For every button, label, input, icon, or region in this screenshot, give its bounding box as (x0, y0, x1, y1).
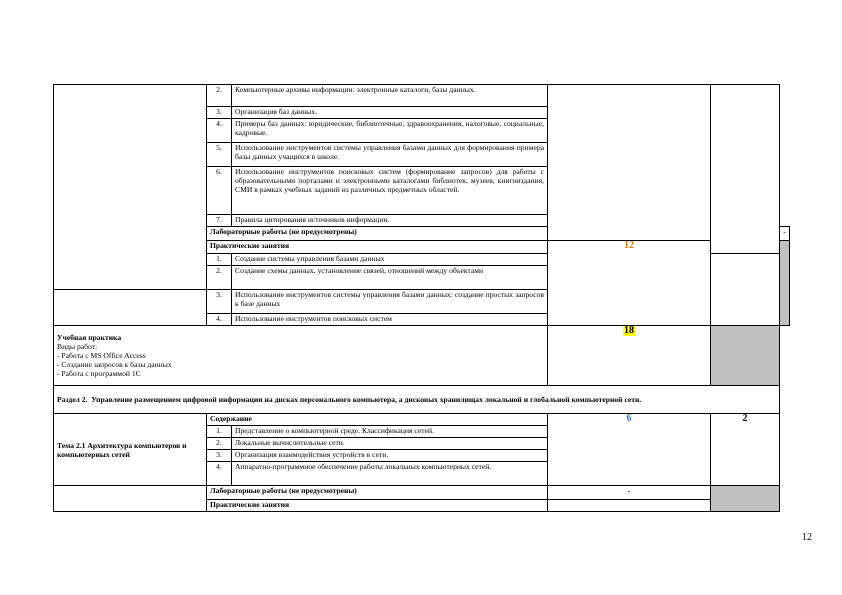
row-number: 1. (207, 254, 232, 266)
topic-cell-empty (54, 85, 207, 290)
page-number: 12 (802, 532, 812, 543)
level-cell-gray (711, 326, 780, 386)
practice-label: Практические занятия (207, 241, 548, 254)
section-heading (54, 386, 780, 414)
topic-level: 2 (742, 413, 748, 424)
row-text: Создание схемы данных, установление связей, отношений между объектами (232, 266, 548, 290)
training-hours-cell (548, 326, 711, 386)
training-line: - Работа с MS Office Access (57, 351, 146, 360)
row-text: Организация баз данных. (232, 107, 548, 119)
topic-cell-empty (54, 486, 207, 512)
practice-label: Практические занятия (207, 500, 548, 512)
course-plan-table (53, 84, 790, 512)
spacer-cell (54, 314, 207, 326)
training-title: Учебная практика (57, 333, 122, 342)
row-number: 4. (207, 119, 232, 143)
row-number: 5. (207, 143, 232, 167)
row-number: 7. (207, 215, 232, 227)
row-number: 2. (207, 266, 232, 290)
row-number: 4. (207, 462, 232, 486)
practice-hours-cell (548, 500, 711, 512)
table-row (54, 386, 790, 414)
training-line: - Создание запросов к базы данных (57, 360, 172, 369)
row-text: Примеры баз данных: юридические, библиотечные, здравоохранения, налоговые, социальные, кадровые. (232, 119, 548, 143)
lab-label: Лабораторные работы (не предусмотрены) (207, 486, 548, 500)
row-text: Представление о компьютерной среде. Классификация сетей. (232, 426, 548, 438)
row-number: 2. (207, 438, 232, 450)
section-number: Раздел 2. (57, 395, 88, 404)
row-text: Локальные вычислительные сети. (232, 438, 548, 450)
row-text: Создание системы управления базами данных (232, 254, 548, 266)
training-cell (54, 326, 548, 386)
row-text: Организация взаимодействия устройств в сети. (232, 450, 548, 462)
level-cell-gray (711, 486, 780, 512)
level-cell-gray (780, 241, 790, 326)
topic-hours-cell (548, 414, 711, 486)
section-title: Управление размещением цифровой информации на дисках персонального компьютера, а дисковых хранилищах локальной и глобальной компьютерной сети. (91, 395, 642, 404)
training-hours: 18 (624, 325, 634, 336)
row-text: Использование инструментов системы управления базами данных для формирования примера базы данных учащихся в школе. (232, 143, 548, 167)
practice-hours: 12 (624, 240, 634, 251)
row-number: 3. (207, 290, 232, 314)
lab-hours: - (780, 227, 790, 241)
topic-title: Тема 2.1 Архитектура компьютеров и компьютерных сетей (54, 414, 207, 486)
row-text: Компьютерные архивы информации: электронные каталоги, базы данных. (232, 85, 548, 107)
topic-level-cell (711, 414, 780, 486)
topic-hours: 6 (626, 413, 632, 424)
row-text: Аппаратно-программное обеспечение работы локальных компьютерных сетей. (232, 462, 548, 486)
row-number: 2. (207, 85, 232, 107)
lab-hours: - (548, 486, 711, 500)
row-number: 6. (207, 167, 232, 215)
row-text: Правила цитирования источников информации. (232, 215, 548, 227)
row-number: 1. (207, 426, 232, 438)
row-text: Использование инструментов поисковых систем (формирование запросов) для работы с образовательными порталами и электронными каталогами библиотек, музеев, книгоиздания, СМИ в рамках учебных заданий из различных предметных областей. (232, 167, 548, 215)
hours-cell-empty (548, 85, 711, 241)
training-line: - Работа с программой 1С (57, 369, 141, 378)
lab-label: Лабораторные работы (не предусмотрены) (207, 227, 548, 241)
row-text: Использование инструментов поисковых систем (232, 314, 548, 326)
training-line: Виды работ: (57, 342, 98, 351)
spacer-cell (54, 290, 207, 314)
row-number: 4. (207, 314, 232, 326)
content-label: Содержание (207, 414, 548, 426)
practice-hours-cell (548, 241, 711, 326)
table-row (54, 486, 790, 500)
table-row (54, 85, 790, 107)
row-text: Использование инструментов системы управления базами данных: создание простых запросов к базе данных (232, 290, 548, 314)
row-number: 3. (207, 107, 232, 119)
level-cell-empty (711, 85, 780, 254)
row-number: 3. (207, 450, 232, 462)
table-row (54, 414, 790, 426)
table-row (54, 326, 790, 386)
